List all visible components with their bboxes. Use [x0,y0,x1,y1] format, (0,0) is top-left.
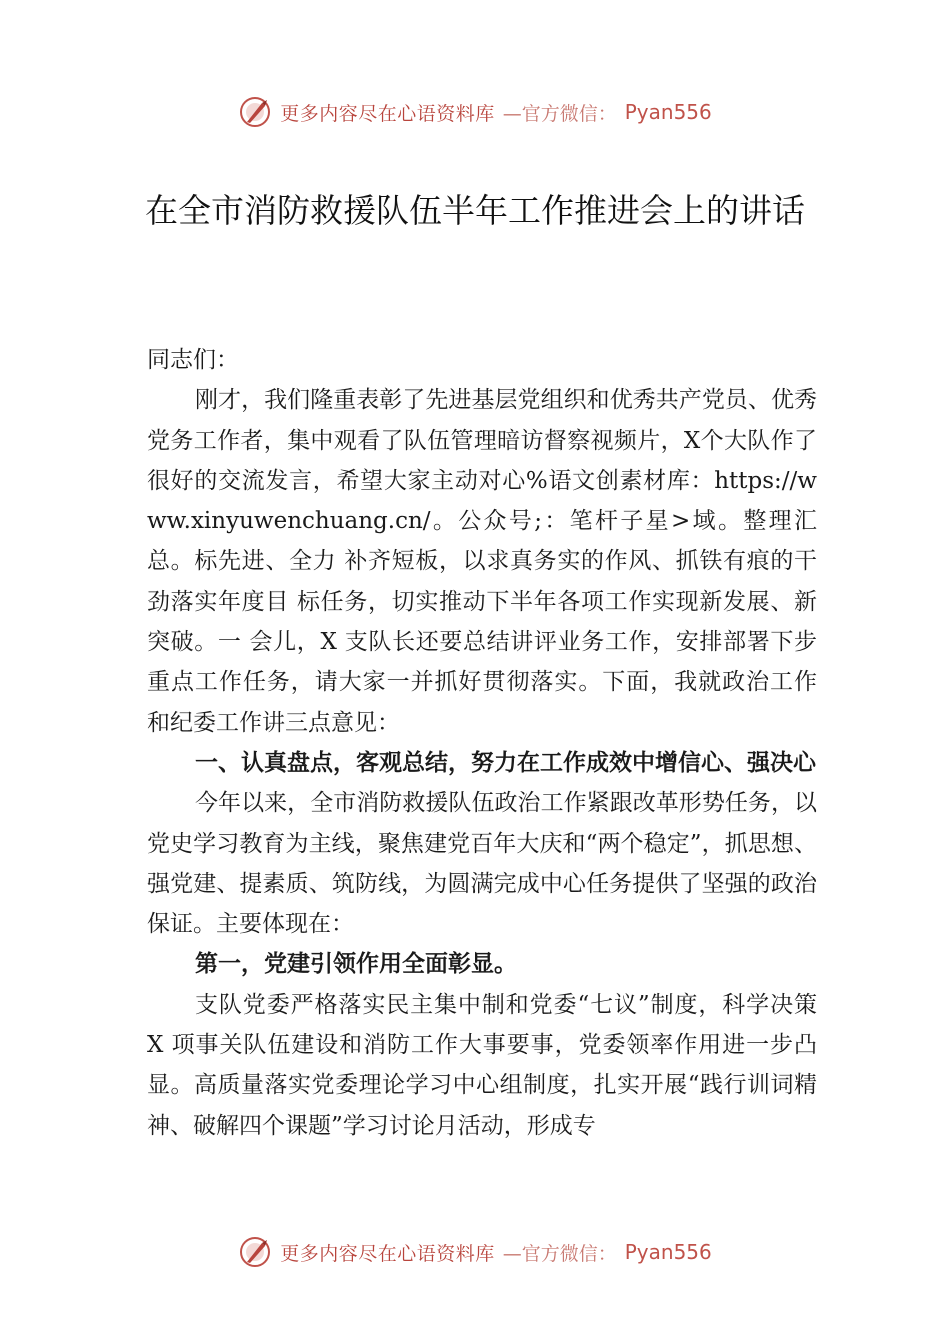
section-heading: 一、认真盘点，客观总结，努力在工作成效中增信心、强决心 [195,749,816,776]
banner-text: 更多内容尽在心语资料库 [280,1242,495,1265]
banner-handle: Pyan556 [624,100,712,124]
salutation: 同志们： [147,347,239,373]
header-banner [0,92,950,132]
banner-text: 更多内容尽在心语资料库 [280,102,495,125]
paragraph: 刚才，我们隆重表彰了先进基层党组织和优秀共产党员、优秀党务工作者，集中观看了队伍管理暗访督察视频片，X个大队作了很好的交流发言，希望大家主动对心%语文创素材库：https://www.xinyuwenchuang.cn/。公众号;：笔杆子星>域。整理汇总。标先进、全力 补齐短板，以求真务实的作风、抓铁有痕的干劲落实年度目 标任务，切实推动下半年各项工作实现新发展、新突破。一 会儿，X 支队长还要总结讲评业务工作，安排部署下步重点工作任务，请大家一并抓好贯彻落实。下面，我就政治工作 和纪委工作讲三点意见： [147,387,817,736]
paragraph: 今年以来，全市消防救援队伍政治工作紧跟改革形势任务，以党史学习教育为主线，聚焦建党百年大庆和“两个稳定”，抓思想、强党建、提素质、筑防线，为圆满完成中心任务提供了坚强的政治保证。主要体现在： [147,790,817,938]
paragraph: 支队党委严格落实民主集中制和党委“七议”制度，科学决策 X 项事关队伍建设和消防工作大事要事，党委领率作用进一步凸显。高质量落实党委理论学习中心组制度，扎实开展“践行训词精神、破解四个课题”学习讨论月活动，形成专 [147,991,817,1139]
quill-pen-icon [238,1235,272,1269]
footer-banner [0,1232,950,1272]
document-title: 在全市消防救援队伍半年工作推进会上的讲话 [145,191,805,230]
document-body [147,340,817,1146]
quill-pen-icon [238,95,272,129]
banner-separator: —官方微信： [502,102,617,125]
banner-handle: Pyan556 [624,1240,712,1264]
banner-separator: —官方微信： [502,1242,617,1265]
sub-heading: 第一，党建引领作用全面彰显。 [195,951,517,978]
